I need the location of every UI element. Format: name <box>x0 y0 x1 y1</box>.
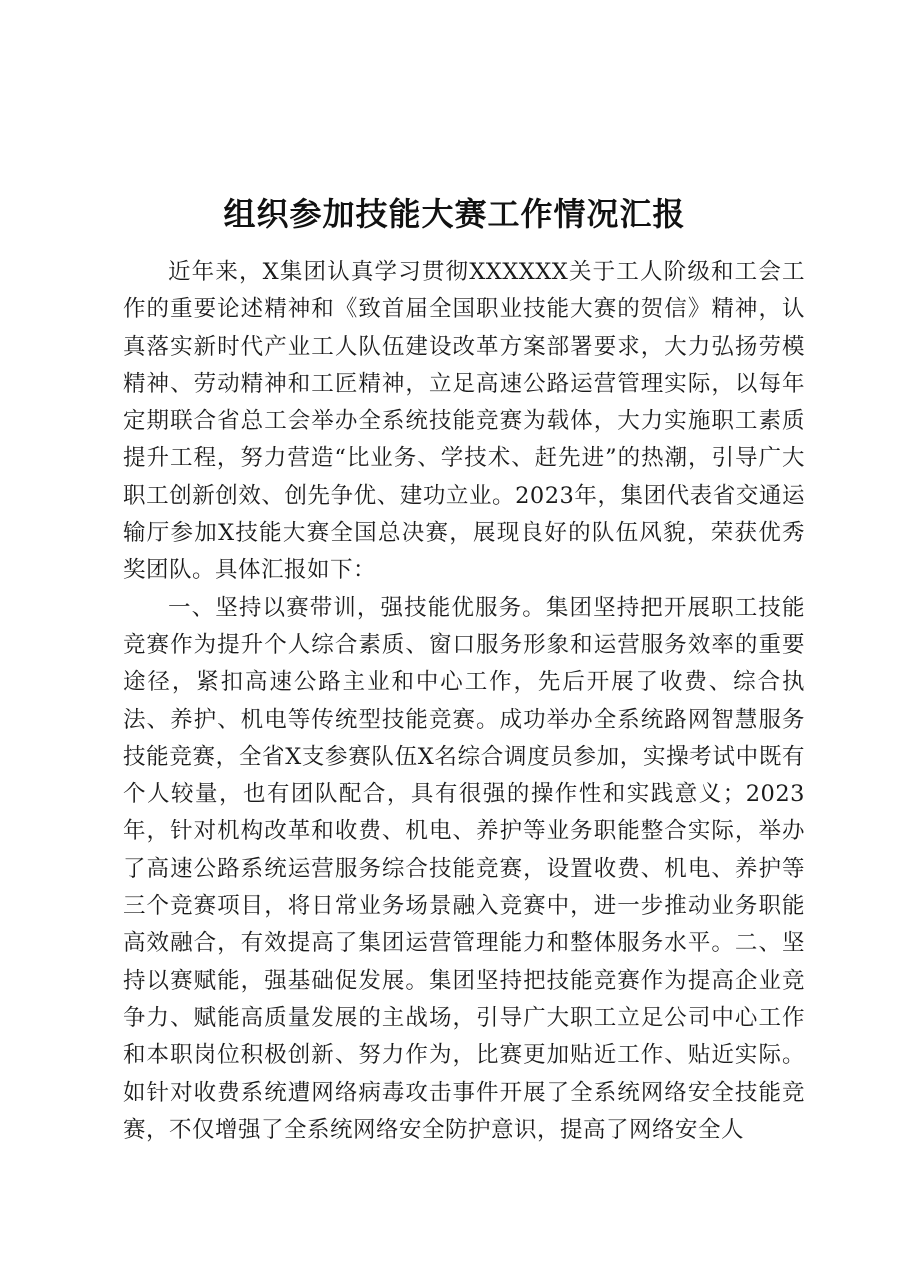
document-title: 组织参加技能大赛工作情况汇报 <box>223 195 686 233</box>
paragraph-section-one: 一、坚持以赛带训，强技能优服务。集团坚持把开展职工技能竞赛作为提升个人综合素质、窗口服务形象和运营服务效率的重要途径，紧扣高速公路主业和中心工作，先后开展了收费、综合执法、养护、机电等传统型技能竞赛。成功举办全系统路网智慧服务技能竞赛，全省X支参赛队伍X名综合调度员参加，实操考试中既有个人较量，也有团队配合，具有很强的操作性和实践意义；2023年，针对机构改革和收费、机电、养护等业务职能整合实际，举办了高速公路系统运营服务综合技能竞赛，设置收费、机电、养护等三个竞赛项目，将日常业务场景融入竞赛中，进一步推动业务职能高效融合，有效提高了集团运营管理能力和整体服务水平。二、坚持以赛赋能，强基础促发展。集团坚持把技能竞赛作为提高企业竞争力、赋能高质量发展的主战场，引导广大职工立足公司中心工作和本职岗位积极创新、努力作为，比赛更加贴近工作、贴近实际。如针对收费系统遭网络病毒攻击事件开展了全系统网络安全技能竞赛，不仅增强了全系统网络安全防护意识，提高了网络安全人 <box>123 594 805 1143</box>
document-body <box>123 254 805 1149</box>
paragraph-intro: 近年来，X集团认真学习贯彻XXXXXX关于工人阶级和工会工作的重要论述精神和《致首届全国职业技能大赛的贺信》精神，认真落实新时代产业工人队伍建设改革方案部署要求，大力弘扬劳模精神、劳动精神和工匠精神，立足高速公路运营管理实际，以每年定期联合省总工会举办全系统技能竞赛为载体，大力实施职工素质提升工程，努力营造“比业务、学技术、赶先进”的热潮，引导广大职工创新创效、创先争优、建功立业。2023年，集团代表省交通运输厅参加X技能大赛全国总决赛，展现良好的队伍风貌，荣获优秀奖团队。具体汇报如下： <box>123 259 805 584</box>
